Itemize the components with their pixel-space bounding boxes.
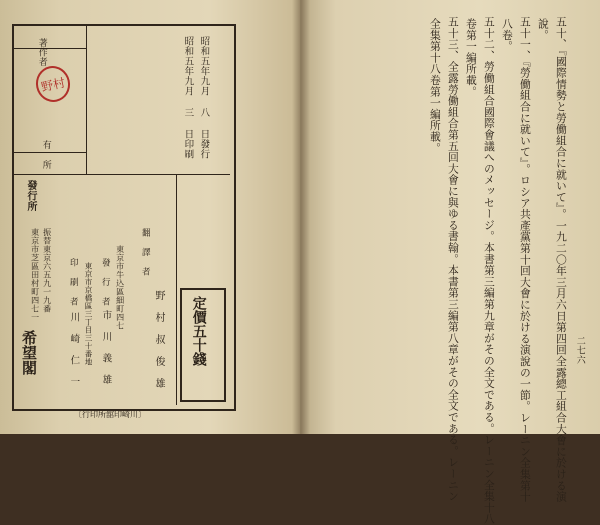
- text-column: 八卷。: [500, 18, 514, 52]
- author-label: 著作者: [36, 38, 47, 67]
- left-page: [0, 0, 300, 434]
- printer-name: 川 崎 仁 一: [68, 312, 80, 387]
- publish-date: 昭和五年九月 八 日發行: [198, 36, 210, 159]
- print-date: 昭和五年九月 三 日印刷: [182, 36, 194, 159]
- text-column: 說。: [536, 18, 550, 41]
- text-column: 五十二、勞働組合國際會議へのメッセージ。本書第三編第九章がその全文である。レーニン全集十八: [482, 16, 496, 525]
- divider: [86, 26, 87, 174]
- text-column: 全集第十八卷第一編所載。: [428, 18, 442, 154]
- printer-label: 印 刷 者: [68, 258, 79, 306]
- divider: [14, 48, 86, 49]
- divider: [14, 174, 230, 175]
- issuer-label: 發 行 者: [100, 258, 111, 306]
- printer-address: 東京市京橋區三丁目三十番地: [84, 262, 93, 366]
- author-seal: 野村: [33, 63, 74, 105]
- translator-name: 野 村 叔 俊 雄: [153, 290, 164, 389]
- text-column: 五十一、『勞働組合に就いて』。ロシア共產黨第十回大會に於ける演說の一節。レーニン全集第十: [518, 16, 532, 503]
- publisher-transfer: 振替東京六五九一九番: [42, 228, 52, 313]
- publisher-name: 希望閣: [20, 330, 38, 375]
- publisher-address: 東京市芝區田村町四七一: [30, 228, 40, 322]
- price-label: 定價五十錢: [190, 296, 207, 366]
- text-column: 五十三、全露勞働組合第五回大會に與ゆる書翰。本書第三編第八章がその全文である。レーニン: [446, 16, 460, 502]
- divider: [176, 174, 177, 405]
- text-column: 卷第一編所載。: [464, 18, 478, 98]
- printer-footer: 〔行印所舘印崎川〕: [74, 410, 146, 419]
- right-page: [300, 0, 600, 525]
- issuer-name: 市 川 義 雄: [100, 310, 112, 385]
- publisher-label: 發行所: [25, 180, 36, 212]
- translator-label: 翻 譯 者: [140, 228, 151, 276]
- text-column: 五十、『國際情勢と勞働組合に就いて』。一九二〇年三月六日第四回全露總工組合大會に於ける演: [554, 16, 568, 503]
- rights-label: 有 所: [40, 140, 51, 170]
- page-number: 二七六: [574, 336, 585, 365]
- issuer-address: 東京市牛込區細町四七: [115, 245, 125, 330]
- book-gutter: [292, 0, 310, 434]
